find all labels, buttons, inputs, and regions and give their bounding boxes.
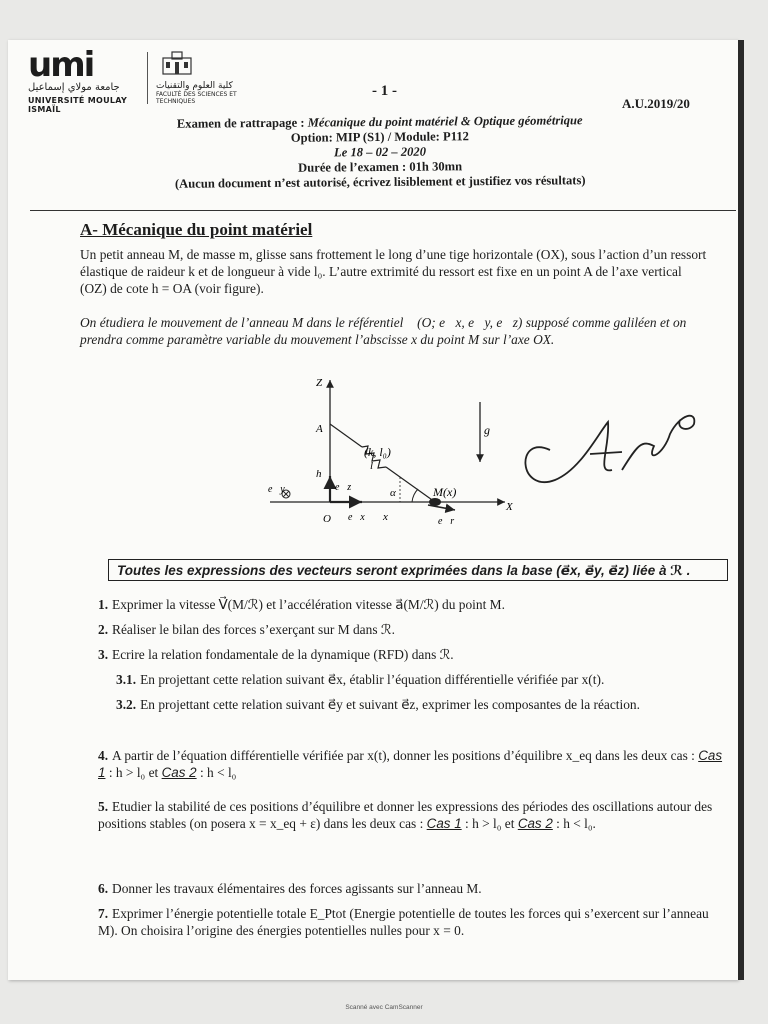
faculty-building-icon [160, 50, 194, 76]
academic-year: A.U.2019/20 [622, 96, 690, 111]
case-2-label: Cas 2 [161, 765, 197, 780]
faculty-name: FACULTÉ DES SCIENCES ET TECHNIQUES [156, 91, 237, 105]
case-sep: et [504, 816, 515, 831]
label-mx: M(x) [433, 485, 457, 499]
scanner-watermark: Scanné avec CamScanner [345, 1004, 423, 1011]
label-h: h [316, 468, 322, 480]
label-spring: (k, l₀) [364, 445, 391, 459]
question-3: 3. Ecrire la relation fondamentale de la dynamique (RFD) dans ℛ. [98, 647, 454, 662]
case-2-label: Cas 2 [517, 816, 553, 831]
umi-arabic-name: جامعة مولاي إسماعيل [28, 82, 120, 93]
problem-frame: On étudiera le mouvement de l’anneau M dans le référentiel ℛ(O; e⃗x, e⃗y, e⃗z) supposé comme galiléen et on prendra comme paramètre variable du mouvement l’abscisse x du point M sur l’axe OX. [80, 315, 687, 347]
er-vector [428, 505, 455, 510]
label-z: Z [316, 377, 323, 389]
page-number: - 1 - [372, 83, 397, 99]
option-line: Option: MIP (S1) / Module: P112 [290, 129, 469, 145]
exam-duration: Durée de l’examen : 01h 30mn [298, 159, 463, 175]
umi-logo-mark: umi [28, 45, 94, 85]
label-x-axis: X [506, 501, 513, 513]
rod-line [330, 424, 362, 447]
question-4: 4. A partir de l’équation différentielle vérifiée par x(t), donner les positions d’équilibre x_eq dans les deux cas : Cas 1 : h > l₀ et Cas 2 : h < l₀ [98, 748, 723, 780]
exam-type: Examen de rattrapage : [176, 115, 308, 131]
question-1: 1. Exprimer la vitesse V⃗(M/ℛ) et l’accélération vitesse a⃗(M/ℛ) du point M. [98, 597, 505, 612]
exam-subject: Mécanique du point matériel & Optique géométrique [307, 113, 583, 130]
case-1-label: Cas 1 [426, 816, 462, 831]
vector-basis-note: Toutes les expressions des vecteurs seront exprimées dans la base (e⃗x, e⃗y, e⃗z) liée à ℛ . [108, 559, 728, 581]
label-o: O [323, 513, 331, 525]
problem-statement: Un petit anneau M, de masse m, glisse sans frottement le long d’une tige horizontale (OX), sous l’action d’un ressort élastique de raideur k et de longueur à vide l₀. L’autre extrimité du ressort est fixe en un point A de l’axe vertical (OZ) de cote h = OA (voir figure). [80, 247, 707, 296]
exam-rules: (Aucun document n’est autorisé, écrivez lisiblement et justifiez vos résultats) [174, 173, 586, 191]
university-logo [28, 45, 138, 114]
question-6: 6. Donner les travaux élémentaires des forces agissants sur l’anneau M. [98, 881, 482, 896]
question-7: 7. Exprimer l’énergie potentielle totale E_Ptot (Energie potentielle de toutes les forces qui s’exercent sur l’anneau M). On choisira l’origine des énergies potentielles nulles pour x = 0. [98, 906, 709, 938]
header-rule [30, 210, 736, 211]
label-g: g⃗ [484, 423, 500, 437]
label-x: x [383, 511, 388, 523]
label-l: l [370, 460, 374, 472]
case-2-cond: : h < l₀ [199, 765, 237, 780]
question-2: 2. Réaliser le bilan des forces s’exerçant sur M dans ℛ. [98, 622, 395, 637]
label-a: A [316, 423, 323, 435]
case-2-cond: : h < l₀. [556, 816, 596, 831]
question-5: 5. Etudier la stabilité de ces positions d’équilibre et donner les expressions des périodes des oscillations autour des positions stables (on posera x = x_eq + ε) dans les deux cas : Cas 1 : h > l₀ et Cas 2 : h < l₀. [98, 799, 713, 831]
faculty-logo [156, 50, 276, 110]
label-er: e⃗r [438, 516, 455, 527]
exam-date: Le 18 – 02 – 2020 [333, 144, 427, 160]
case-1-cond: : h > l₀ [465, 816, 502, 831]
faculty-arabic-name: كلية العلوم والتقنيات [156, 81, 233, 91]
label-ex: e⃗x [348, 512, 365, 523]
exam-header [60, 112, 701, 193]
label-ez: e⃗z [335, 482, 352, 493]
label-alpha: α [390, 487, 396, 499]
case-1-cond: : h > l₀ [108, 765, 146, 780]
handwritten-signature [525, 416, 694, 482]
case-sep: et [148, 765, 159, 780]
logo-divider [147, 52, 148, 104]
umi-name: UNIVERSITÉ MOULAY ISMAÏL [28, 96, 128, 114]
case-1-label: Cas 1 [98, 748, 723, 780]
question-3-2: 3.2. En projettant cette relation suivant e⃗y et suivant e⃗z, exprimer les composantes de la réaction. [116, 697, 640, 712]
mechanics-figure [250, 372, 750, 532]
question-3-1: 3.1. En projettant cette relation suivant e⃗x, établir l’équation différentielle vérifiée par x(t). [116, 672, 605, 687]
section-a-title: A- Mécanique du point matériel [80, 220, 313, 239]
label-ey: e⃗y [268, 484, 285, 495]
